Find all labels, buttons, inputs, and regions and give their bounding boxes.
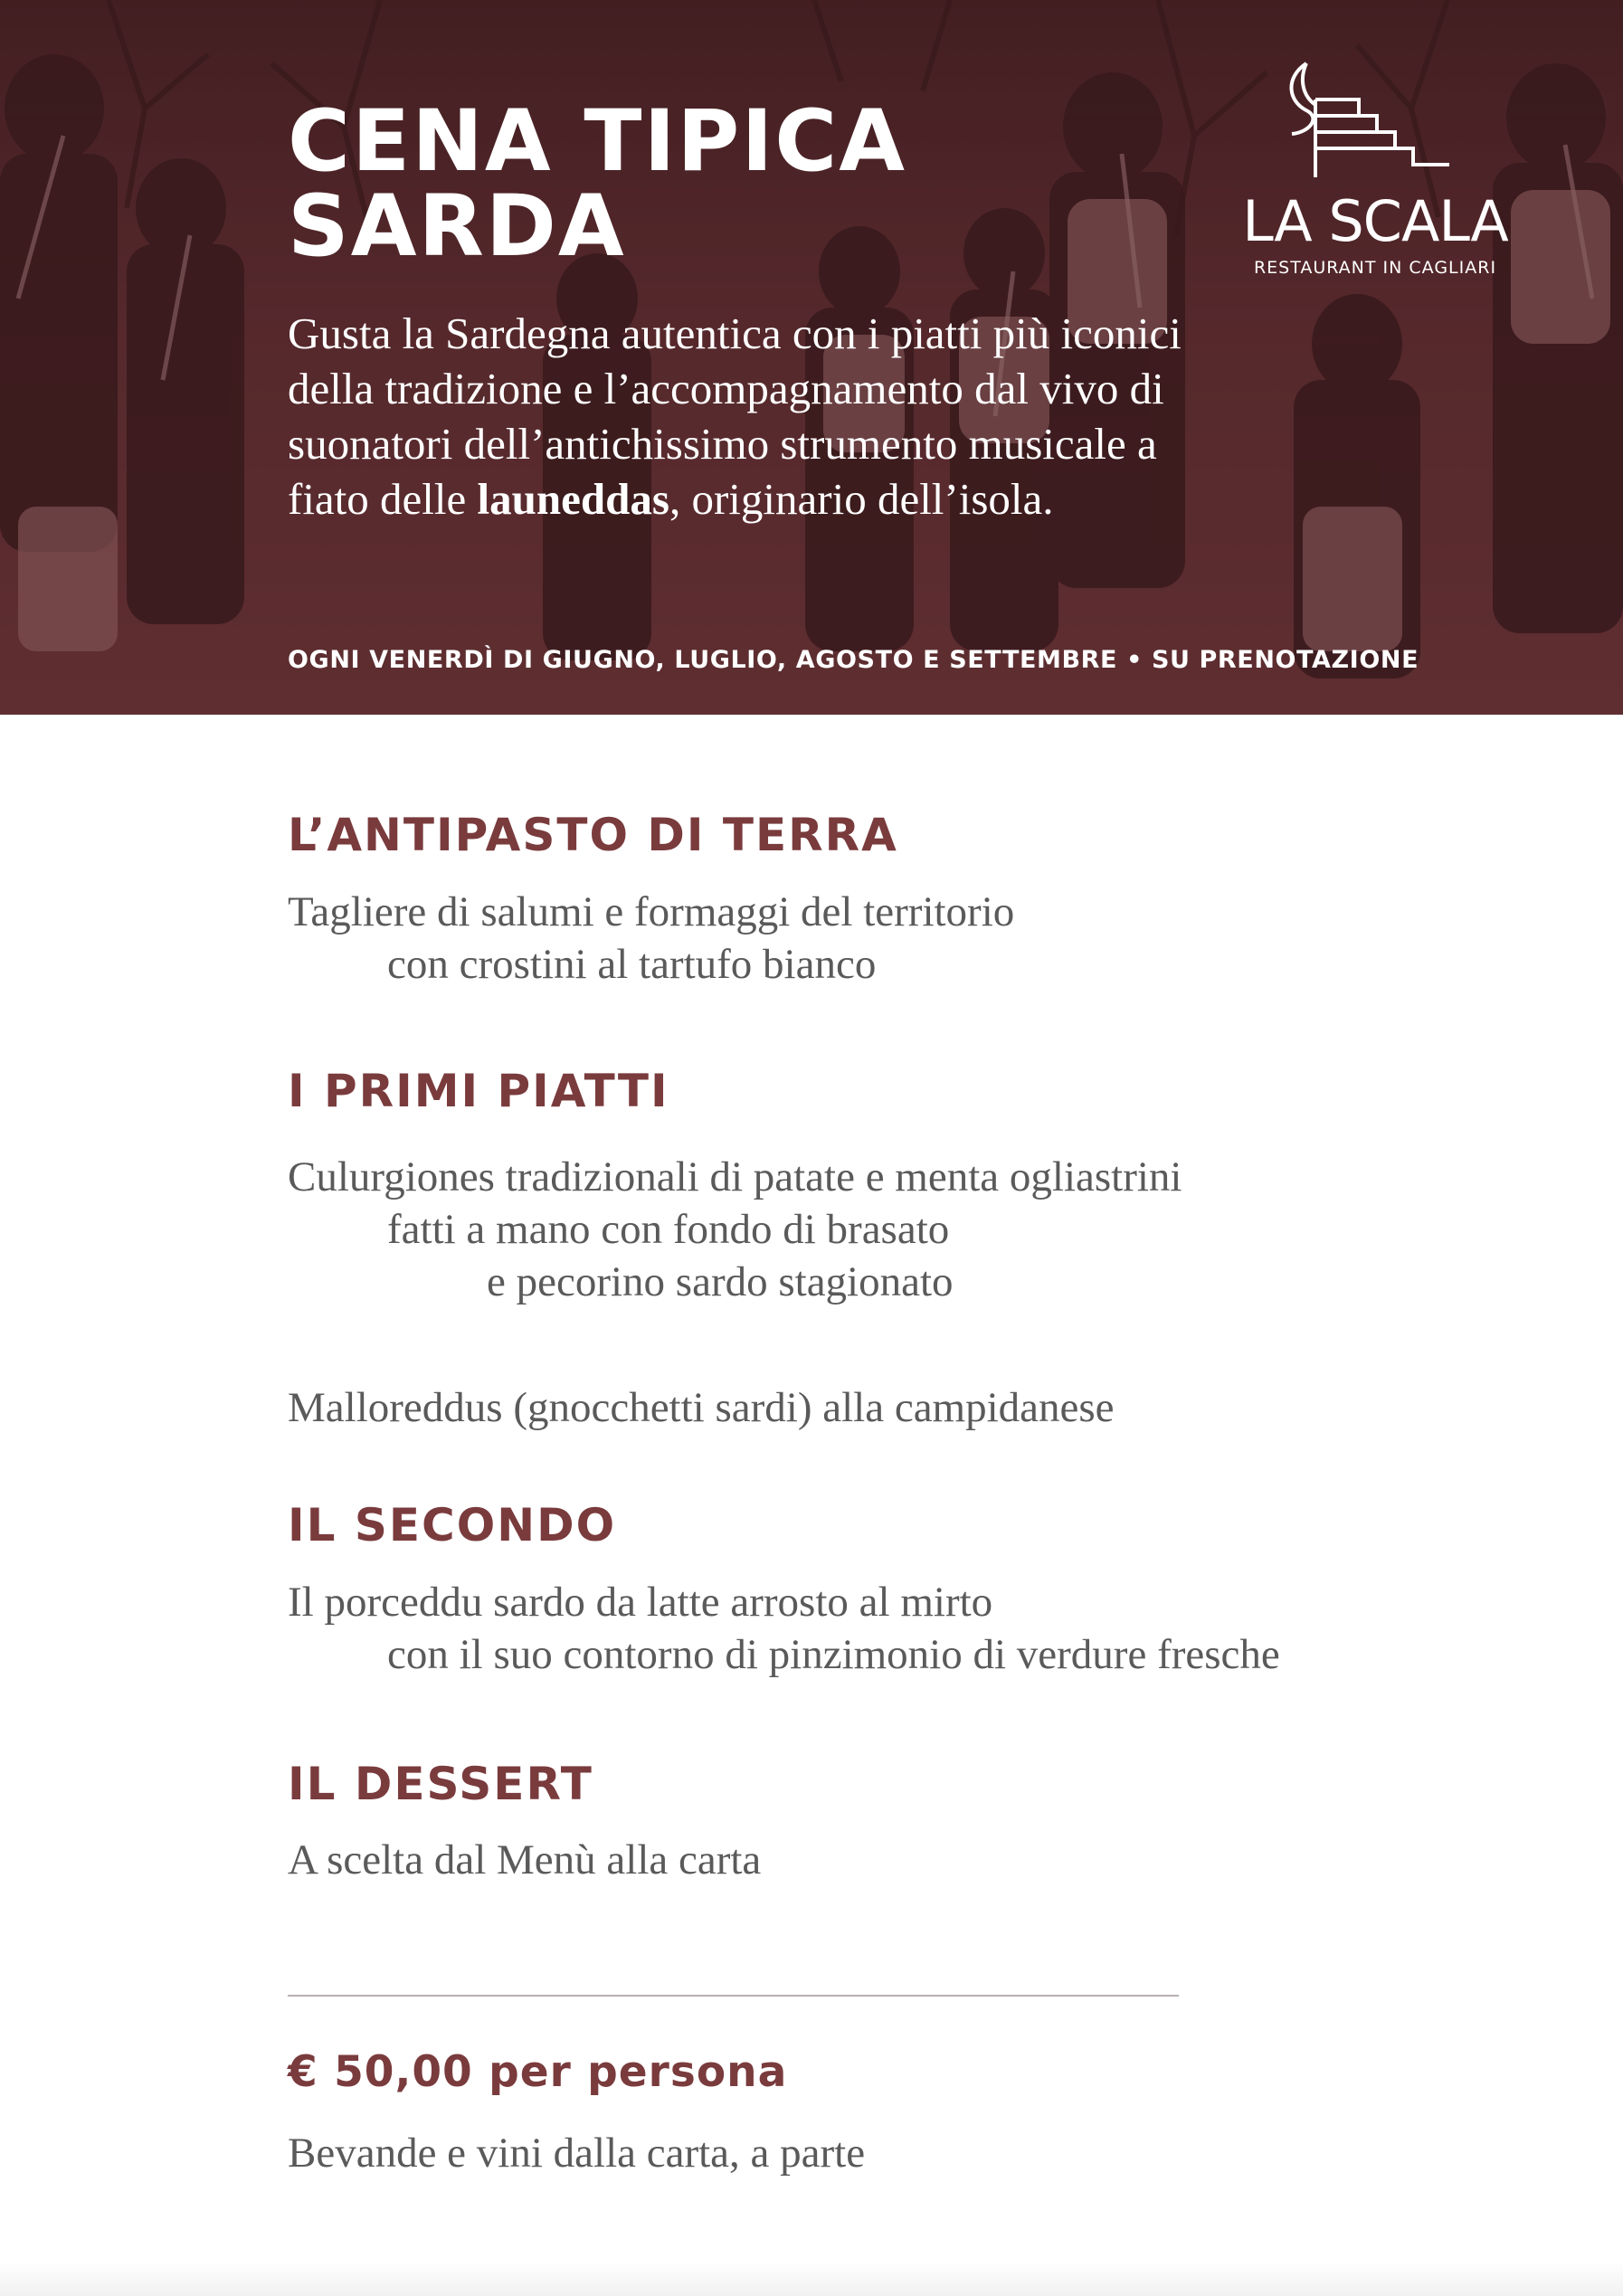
dish-malloreddus [288,1381,1115,1434]
dish-culurgiones [288,1151,1182,1308]
dish-line: Il porceddu sardo da latte arrosto al mirto [288,1579,993,1626]
dish-line: Tagliere di salumi e formaggi del territorio [288,888,1015,935]
logo-tagline: RESTAURANT IN CAGLIARI [1253,258,1497,278]
dish-line: Malloreddus (gnocchetti sardi) alla campidanese [288,1384,1115,1431]
dish-dessert [288,1834,761,1886]
dish-line: A scelta dal Menù alla carta [288,1836,762,1883]
title-line-1: CENA TIPICA [288,92,907,191]
dish-line: e pecorino sardo stagionato [487,1258,954,1305]
dish-line: Culurgiones tradizionali di patate e menta ogliastrini [288,1153,1182,1200]
drinks-note: Bevande e vini dalla carta, a parte [288,2130,866,2177]
dish-line: fatti a mano con fondo di brasato [387,1206,950,1253]
page-title [288,92,907,276]
page-bottom-edge [0,2262,1623,2296]
event-dates: OGNI VENERDÌ DI GIUGNO, LUGLIO, AGOSTO E SETTEMBRE • SU PRENOTAZIONE [288,646,1419,674]
dish-line: con crostini al tartufo bianco [387,941,877,988]
hero-banner [0,0,1623,715]
divider [288,1995,1179,1997]
description-launeddas-bold: launeddas [477,474,669,524]
dish-antipasto [288,886,1014,991]
price-per-person: € 50,00 per persona [288,2047,788,2097]
description-text-end: , originario dell’isola. [669,474,1054,524]
section-title-secondo: IL SECONDO [288,1499,617,1551]
section-title-primi: I PRIMI PIATTI [288,1065,669,1117]
section-title-dessert: IL DESSERT [288,1758,593,1810]
description-text-start: Gusta la Sardegna autentica con i piatti più iconici della tradizione e l’accompagnamento dal vivo di suonatori dell’antichissimo strumento musicale a fiato delle [288,308,1182,524]
la-scala-logo [1239,60,1511,286]
dish-line: con il suo contorno di pinzimonio di verdure fresche [387,1631,1280,1678]
title-line-2: SARDA [288,177,626,276]
logo-name: LA SCALA [1242,188,1508,254]
section-title-antipasto: L’ANTIPASTO DI TERRA [288,809,898,861]
staircase-logo-icon [1276,60,1475,186]
dish-porceddu [288,1576,1280,1681]
event-description [288,306,1192,527]
